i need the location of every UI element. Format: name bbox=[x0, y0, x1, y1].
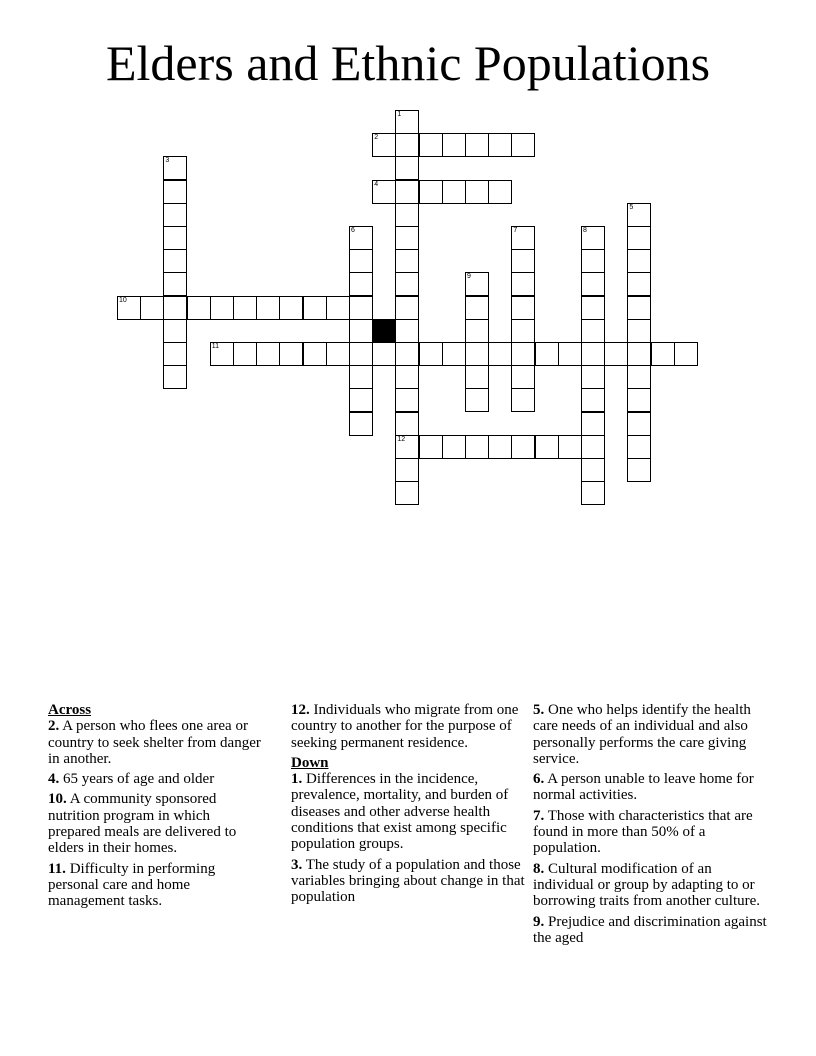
clue-number: 8. bbox=[533, 860, 545, 877]
grid-cell bbox=[627, 435, 651, 459]
clue-number: 9. bbox=[533, 913, 545, 930]
grid-cell bbox=[535, 435, 559, 459]
grid-cell bbox=[651, 342, 675, 366]
grid-cell bbox=[627, 319, 651, 343]
clue-text: 65 years of age and older bbox=[63, 771, 215, 788]
grid-cell bbox=[465, 342, 489, 366]
grid-cell bbox=[488, 435, 512, 459]
clue-across-2 bbox=[48, 718, 266, 767]
grid-cell bbox=[395, 133, 419, 157]
clue-number: 4. bbox=[48, 771, 60, 788]
grid-cell bbox=[349, 342, 373, 366]
grid-cell bbox=[349, 272, 373, 296]
grid-cell bbox=[163, 296, 187, 320]
grid-cell bbox=[674, 342, 698, 366]
grid-cell bbox=[372, 180, 396, 204]
grid-cell bbox=[419, 435, 443, 459]
clue-down-6 bbox=[533, 771, 773, 804]
grid-cell bbox=[465, 296, 489, 320]
grid-cell bbox=[581, 365, 605, 389]
clues-column-2 bbox=[291, 702, 527, 910]
clue-number: 11. bbox=[48, 860, 66, 877]
grid-cell bbox=[395, 342, 419, 366]
grid-cell bbox=[140, 296, 164, 320]
grid-cell bbox=[627, 458, 651, 482]
grid-cell bbox=[395, 388, 419, 412]
cell-number: 11 bbox=[211, 343, 220, 350]
grid-cell bbox=[372, 133, 396, 157]
clue-text: Difficulty in performing personal care and home management tasks. bbox=[48, 860, 216, 910]
cell-number: 2 bbox=[374, 134, 379, 142]
grid-cell bbox=[581, 481, 605, 505]
grid-cell bbox=[465, 388, 489, 412]
grid-cell bbox=[326, 296, 350, 320]
grid-cell bbox=[558, 342, 582, 366]
clue-across-4 bbox=[48, 771, 266, 787]
grid-cell bbox=[581, 226, 605, 250]
grid-cell bbox=[511, 342, 535, 366]
grid-cell bbox=[395, 203, 419, 227]
clue-text: The study of a population and those variables bringing about change in that population bbox=[291, 856, 525, 906]
grid-cell bbox=[303, 342, 327, 366]
puzzle-title: Elders and Ethnic Populations bbox=[105, 35, 711, 91]
grid-cell bbox=[163, 249, 187, 273]
clue-number: 7. bbox=[533, 807, 545, 824]
cell-number: 8 bbox=[583, 227, 587, 234]
grid-cell bbox=[511, 296, 535, 320]
grid-cell bbox=[465, 272, 489, 296]
grid-cell bbox=[581, 388, 605, 412]
cell-number: 12 bbox=[397, 435, 406, 443]
grid-cell bbox=[511, 435, 535, 459]
grid-cell bbox=[395, 319, 419, 343]
grid-cell bbox=[395, 226, 419, 250]
grid-cell bbox=[488, 180, 512, 204]
grid-cell bbox=[581, 296, 605, 320]
grid-cell bbox=[465, 133, 489, 157]
clues-column-1 bbox=[48, 702, 266, 914]
grid-cell bbox=[627, 272, 651, 296]
grid-cell bbox=[395, 365, 419, 389]
grid-cell bbox=[163, 180, 187, 204]
grid-cell bbox=[535, 342, 559, 366]
grid-cell bbox=[395, 156, 419, 180]
grid-cell bbox=[511, 365, 535, 389]
clue-text: Prejudice and discrimination against the aged bbox=[533, 913, 767, 946]
grid-cell bbox=[511, 249, 535, 273]
grid-cell bbox=[349, 319, 373, 343]
grid-cell bbox=[627, 226, 651, 250]
grid-cell bbox=[163, 319, 187, 343]
clue-down-1 bbox=[291, 771, 527, 852]
grid-cell bbox=[349, 296, 373, 320]
grid-cell bbox=[627, 249, 651, 273]
grid-cell bbox=[558, 435, 582, 459]
grid-cell bbox=[349, 388, 373, 412]
clue-text: Differences in the incidence, prevalence, mortality, and burden of diseases and other adverse health conditions that exist among specific population groups. bbox=[291, 771, 509, 853]
grid-cell bbox=[465, 319, 489, 343]
grid-cell bbox=[442, 435, 466, 459]
cell-number: 4 bbox=[374, 180, 379, 188]
clue-number: 10. bbox=[48, 791, 67, 808]
grid-cell bbox=[163, 203, 187, 227]
clue-number: 5. bbox=[533, 702, 545, 718]
grid-cell bbox=[187, 296, 211, 320]
grid-cell bbox=[627, 412, 651, 436]
clue-down-9 bbox=[533, 914, 773, 947]
grid-cell bbox=[465, 180, 489, 204]
down-heading: Down bbox=[291, 754, 329, 771]
clue-across-10 bbox=[48, 791, 266, 856]
clue-number: 2. bbox=[48, 718, 60, 735]
grid-cell bbox=[395, 435, 419, 459]
clue-down-5 bbox=[533, 702, 773, 767]
grid-cell bbox=[511, 133, 535, 157]
grid-cell bbox=[303, 296, 327, 320]
grid-cell bbox=[163, 272, 187, 296]
clue-text: A person unable to leave home for normal activities. bbox=[533, 771, 754, 804]
cell-number: 7 bbox=[513, 227, 518, 234]
grid-cell bbox=[326, 342, 350, 366]
grid-cell bbox=[488, 133, 512, 157]
grid-cell bbox=[419, 342, 443, 366]
grid-cell bbox=[163, 342, 187, 366]
grid-cell bbox=[627, 296, 651, 320]
clue-across-11 bbox=[48, 861, 266, 910]
grid-cell bbox=[604, 342, 628, 366]
grid-cell bbox=[581, 458, 605, 482]
cell-number: 5 bbox=[629, 203, 634, 211]
clue-number: 1. bbox=[291, 771, 303, 788]
cell-number: 10 bbox=[119, 296, 127, 304]
grid-cell bbox=[581, 435, 605, 459]
grid-cell bbox=[511, 319, 535, 343]
grid-cell bbox=[419, 180, 443, 204]
clue-text: Those with characteristics that are found in more than 50% of a population. bbox=[533, 807, 753, 857]
grid-cell bbox=[465, 365, 489, 389]
grid-cell bbox=[395, 412, 419, 436]
grid-cell bbox=[442, 342, 466, 366]
grid-cell bbox=[349, 226, 373, 250]
grid-cell bbox=[581, 272, 605, 296]
grid-cell bbox=[349, 412, 373, 436]
clue-text: A community sponsored nutrition program in which prepared meals are delivered to elders in their homes. bbox=[48, 791, 237, 857]
grid-cell bbox=[233, 342, 257, 366]
clue-number: 6. bbox=[533, 771, 545, 788]
grid-cell bbox=[511, 272, 535, 296]
clue-down-8 bbox=[533, 861, 773, 910]
grid-cell bbox=[210, 342, 234, 366]
grid-cell bbox=[395, 272, 419, 296]
grid-cell bbox=[442, 133, 466, 157]
grid-cell bbox=[395, 296, 419, 320]
grid-cell bbox=[581, 342, 605, 366]
grid-cell bbox=[395, 481, 419, 505]
clue-text: A person who flees one area or country to seek shelter from danger in another. bbox=[48, 718, 261, 767]
clue-text: Individuals who migrate from one country to another for the purpose of seeking permanent residence. bbox=[291, 702, 519, 751]
clue-text: One who helps identify the health care needs of an individual and also personally performs the care giving service. bbox=[533, 702, 751, 767]
grid-cell bbox=[372, 342, 396, 366]
clue-down-7 bbox=[533, 808, 773, 857]
grid-cell bbox=[465, 435, 489, 459]
clues-column-3 bbox=[533, 702, 773, 950]
grid-cell bbox=[256, 296, 280, 320]
grid-cell bbox=[488, 342, 512, 366]
grid-cell bbox=[511, 226, 535, 250]
grid-cell bbox=[511, 388, 535, 412]
grid-cell bbox=[581, 249, 605, 273]
cell-number: 9 bbox=[467, 273, 471, 281]
across-heading: Across bbox=[48, 702, 92, 718]
grid-cell bbox=[349, 365, 373, 389]
grid-cell bbox=[419, 133, 443, 157]
grid-cell bbox=[279, 342, 303, 366]
blocked-cell bbox=[372, 319, 396, 343]
clue-across-12 bbox=[291, 702, 527, 751]
grid-cell bbox=[627, 342, 651, 366]
grid-cell bbox=[163, 226, 187, 250]
clue-down-3 bbox=[291, 857, 527, 906]
grid-cell bbox=[117, 296, 141, 320]
grid-cell bbox=[627, 365, 651, 389]
cell-number: 1 bbox=[397, 111, 402, 118]
grid-cell bbox=[395, 110, 419, 134]
cell-number: 3 bbox=[165, 157, 170, 165]
grid-cell bbox=[581, 319, 605, 343]
grid-cell bbox=[627, 388, 651, 412]
grid-cell bbox=[349, 249, 373, 273]
clue-number: 12. bbox=[291, 702, 310, 718]
grid-cell bbox=[210, 296, 234, 320]
grid-cell bbox=[233, 296, 257, 320]
grid-cell bbox=[627, 203, 651, 227]
grid-cell bbox=[442, 180, 466, 204]
grid-cell bbox=[581, 412, 605, 436]
grid-cell bbox=[395, 249, 419, 273]
grid-cell bbox=[256, 342, 280, 366]
grid-cell bbox=[395, 458, 419, 482]
grid-cell bbox=[395, 180, 419, 204]
clue-number: 3. bbox=[291, 856, 303, 873]
grid-cell bbox=[279, 296, 303, 320]
grid-cell bbox=[163, 365, 187, 389]
grid-cell bbox=[163, 156, 187, 180]
clue-text: Cultural modification of an individual or group by adapting to or borrowing traits from another culture. bbox=[533, 860, 761, 910]
cell-number: 6 bbox=[351, 227, 355, 234]
